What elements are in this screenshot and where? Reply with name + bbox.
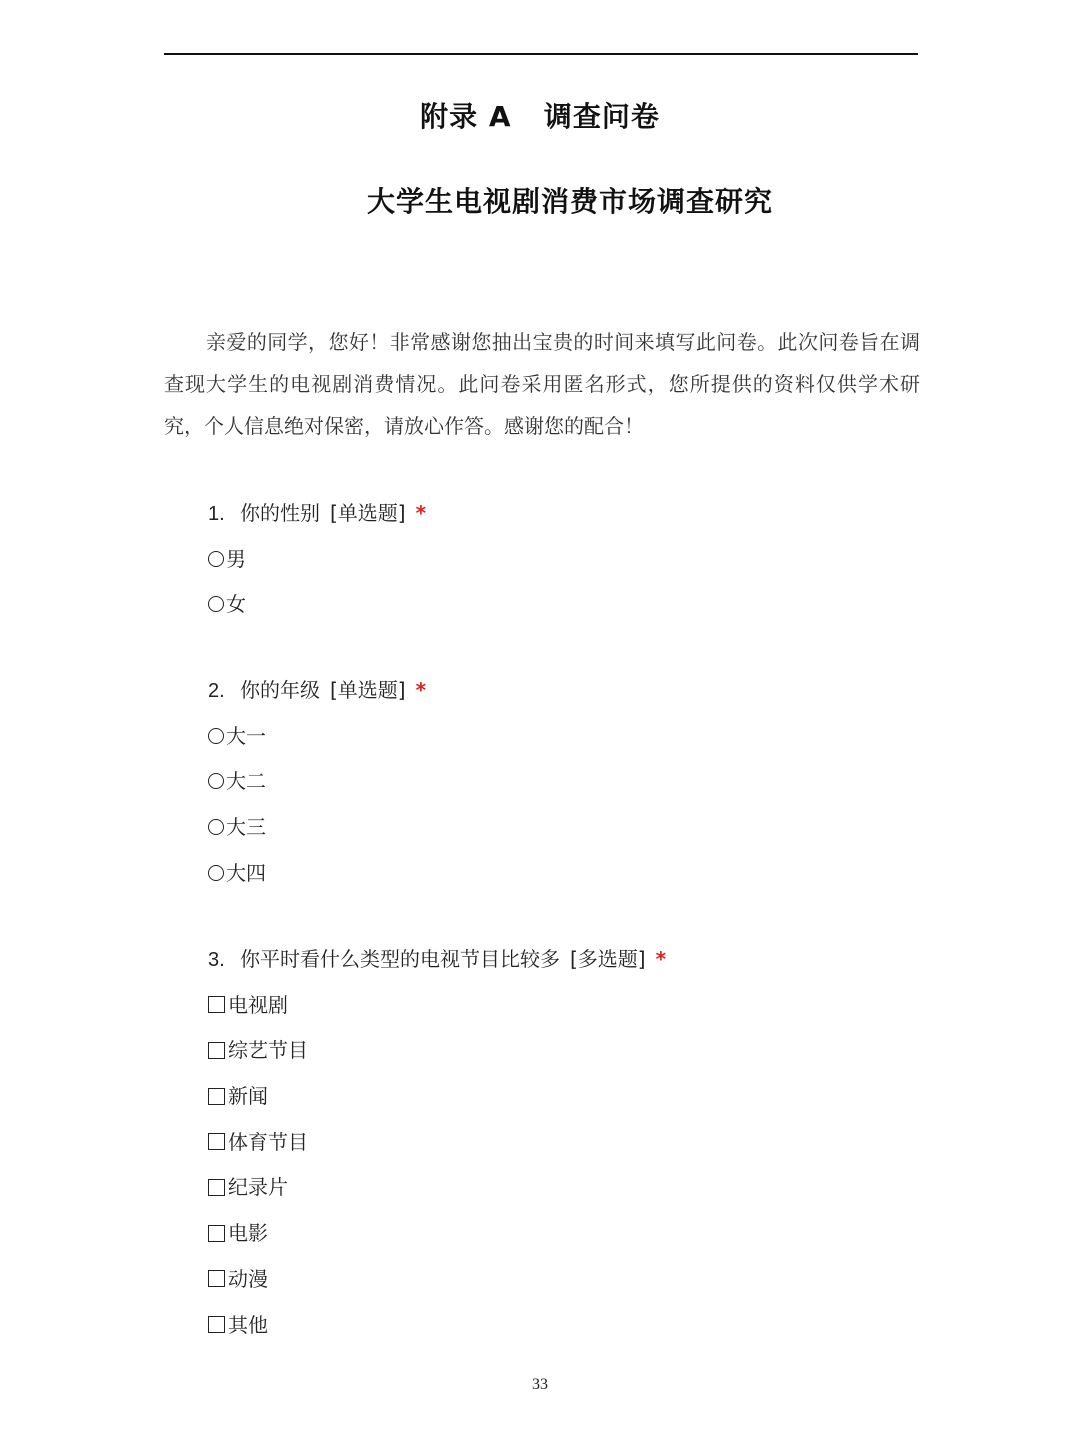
option-label: 新闻	[228, 1084, 268, 1109]
required-asterisk: *	[655, 947, 667, 971]
question-title	[208, 944, 928, 974]
option-label: 动漫	[228, 1266, 268, 1291]
question-1	[208, 498, 928, 619]
question-number: 3.	[208, 949, 225, 971]
option-senior[interactable]	[208, 858, 928, 888]
question-number: 1.	[208, 503, 225, 525]
option-junior[interactable]	[208, 812, 928, 842]
option-label: 综艺节目	[228, 1038, 308, 1063]
option-label: 体育节目	[228, 1129, 308, 1154]
question-text: 你平时看什么类型的电视节目比较多	[240, 947, 560, 971]
question-type: [多选题]	[570, 947, 646, 971]
option-sophomore[interactable]	[208, 766, 928, 796]
option-label: 其他	[228, 1312, 268, 1337]
checkbox-icon[interactable]	[208, 1133, 225, 1150]
option-label: 纪录片	[228, 1175, 288, 1200]
option-anime[interactable]	[208, 1264, 928, 1294]
radio-icon[interactable]	[208, 728, 224, 744]
option-other[interactable]	[208, 1310, 928, 1340]
option-documentary[interactable]	[208, 1172, 928, 1202]
option-label: 男	[226, 546, 246, 571]
option-label: 大一	[226, 723, 266, 748]
required-asterisk: *	[415, 501, 427, 525]
question-2	[208, 675, 928, 888]
option-movie[interactable]	[208, 1218, 928, 1248]
radio-icon[interactable]	[208, 773, 224, 789]
radio-icon[interactable]	[208, 596, 224, 612]
option-label: 大四	[226, 860, 266, 885]
option-label: 电影	[228, 1221, 268, 1246]
checkbox-icon[interactable]	[208, 1225, 225, 1242]
intro-paragraph: 亲爱的同学，您好！非常感谢您抽出宝贵的时间来填写此问卷。此次问卷旨在调查现大学生的电视剧消费情况。此问卷采用匿名形式，您所提供的资料仅供学术研究，个人信息绝对保密，请放心作答。感谢您的配合！	[164, 330, 920, 438]
question-type: [单选题]	[330, 678, 406, 702]
question-text: 你的性别	[240, 501, 320, 525]
option-label: 电视剧	[228, 992, 288, 1017]
option-female[interactable]	[208, 589, 928, 619]
page-number: 33	[532, 1376, 548, 1393]
checkbox-icon[interactable]	[208, 1088, 225, 1105]
appendix-title: 附录 A 调查问卷	[420, 100, 660, 133]
radio-icon[interactable]	[208, 819, 224, 835]
option-label: 大三	[226, 815, 266, 840]
question-number: 2.	[208, 680, 225, 702]
checkbox-icon[interactable]	[208, 1316, 225, 1333]
option-news[interactable]	[208, 1081, 928, 1111]
option-freshman[interactable]	[208, 721, 928, 751]
radio-icon[interactable]	[208, 865, 224, 881]
question-type: [单选题]	[330, 501, 406, 525]
option-label: 大二	[226, 769, 266, 794]
option-tv-drama[interactable]	[208, 990, 928, 1020]
radio-icon[interactable]	[208, 551, 224, 567]
option-male[interactable]	[208, 544, 928, 574]
question-text: 你的年级	[240, 678, 320, 702]
question-3	[208, 944, 928, 1340]
option-label: 女	[226, 592, 246, 617]
checkbox-icon[interactable]	[208, 1042, 225, 1059]
question-title	[208, 498, 928, 528]
option-variety-show[interactable]	[208, 1035, 928, 1065]
required-asterisk: *	[415, 678, 427, 702]
option-sports[interactable]	[208, 1127, 928, 1157]
checkbox-icon[interactable]	[208, 996, 225, 1013]
checkbox-icon[interactable]	[208, 1270, 225, 1287]
top-rule	[164, 53, 918, 55]
survey-title: 大学生电视剧消费市场调查研究	[366, 185, 773, 218]
question-title	[208, 675, 928, 705]
checkbox-icon[interactable]	[208, 1179, 225, 1196]
